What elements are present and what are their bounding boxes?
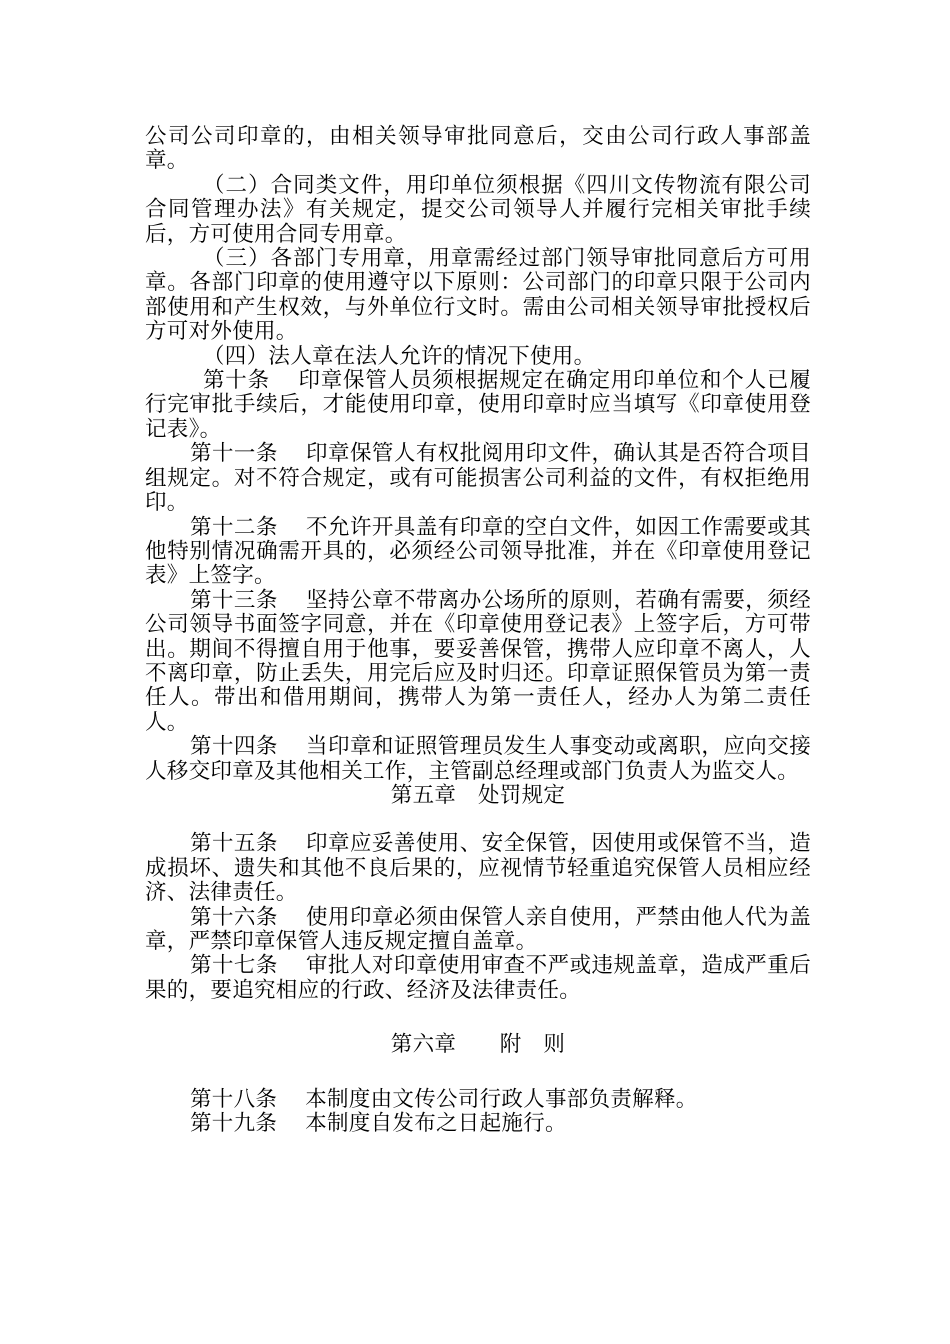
article-17-label: 第十七条 [190,953,278,979]
article-14-text: 当印章和证照管理员发生人事变动或离职，应向交接人移交印章及其他相关工作，主管副总经理或部门负责人为监交人。 [145,734,812,784]
chapter-5-heading: 第五章 处罚规定 [390,782,566,808]
article-16-label: 第十六条 [190,904,278,930]
article-19 [145,1112,811,1136]
article-12 [145,516,811,589]
paragraph-continuation: 公司公司印章的，由相关领导审批同意后，交由公司行政人事部盖章。 [145,124,811,174]
article-12-text: 不允许开具盖有印章的空白文件，如因工作需要或其他特别情况确需开具的，必须经公司领导批准，并在《印章使用登记表》上签字。 [145,514,812,589]
article-16 [145,906,811,955]
article-15-text: 印章应妥善使用、安全保管，因使用或保管不当，造成损坏、遗失和其他不良后果的，应视情节轻重追究保管人员相应经济、法律责任。 [145,831,812,906]
article-10-label: 第十条 [203,368,270,394]
paragraph-legal-person-seal: （四）法人章在法人允许的情况下使用。 [203,343,596,369]
article-14-label: 第十四条 [190,734,278,760]
article-11-text: 印章保管人有权批阅用印文件，确认其是否符合项目组规定。对不符合规定，或有可能损害公司利益的文件，有权拒绝用印。 [145,441,812,516]
paragraph-department-seal: （三）各部门专用章，用章需经过部门领导审批同意后方可用章。各部门印章的使用遵守以下原则：公司部门的印章只限于公司内部使用和产生权效，与外单位行文时。需由公司相关领导审批授权后方可对外使用。 [145,246,811,345]
document-body [145,125,811,1136]
article-12-label: 第十二条 [190,514,278,540]
article-13-text: 坚持公章不带离办公场所的原则，若确有需要，须经公司领导书面签字同意，并在《印章使用登记表》上签字后，方可带出。期间不得擅自用于他事，要妥善保管，携带人应印章不离人，人不离印章，防止丢失，用完后应及时归还。印章证照保管员为第一责任人。带出和借用期间，携带人为第一责任人，经办人为第二责任人。 [145,587,812,735]
article-17 [145,954,811,1003]
article-19-label: 第十九条 [190,1111,278,1137]
article-18-text: 本制度由文传公司行政人事部负责解释。 [305,1086,698,1112]
article-13 [145,589,811,735]
article-19-text: 本制度自发布之日起施行。 [305,1111,567,1137]
article-13-label: 第十三条 [190,587,278,613]
article-18 [145,1088,811,1112]
article-16-text: 使用印章必须由保管人亲自使用，严禁由他人代为盖章，严禁印章保管人违反规定擅自盖章。 [145,904,812,954]
article-18-label: 第十八条 [190,1086,278,1112]
article-11 [145,442,811,515]
article-10-text: 印章保管人员须根据规定在确定用印单位和个人已履行完审批手续后，才能使用印章，使用印章时应当填写《印章使用登记表》。 [145,368,812,442]
article-17-text: 审批人对印章使用审查不严或违规盖章，造成严重后果的，要追究相应的行政、经济及法律责任。 [145,953,812,1003]
article-10 [145,369,811,442]
article-11-label: 第十一条 [190,441,278,467]
chapter-6-heading: 第六章 附 则 [390,1032,566,1058]
article-15 [145,832,811,905]
article-14 [145,735,811,784]
paragraph-contract-seal: （二）合同类文件，用印单位须根据《四川文传物流有限公司合同管理办法》有关规定，提交公司领导人并履行完相关审批手续后，方可使用合同专用章。 [145,172,811,247]
article-15-label: 第十五条 [190,831,278,857]
